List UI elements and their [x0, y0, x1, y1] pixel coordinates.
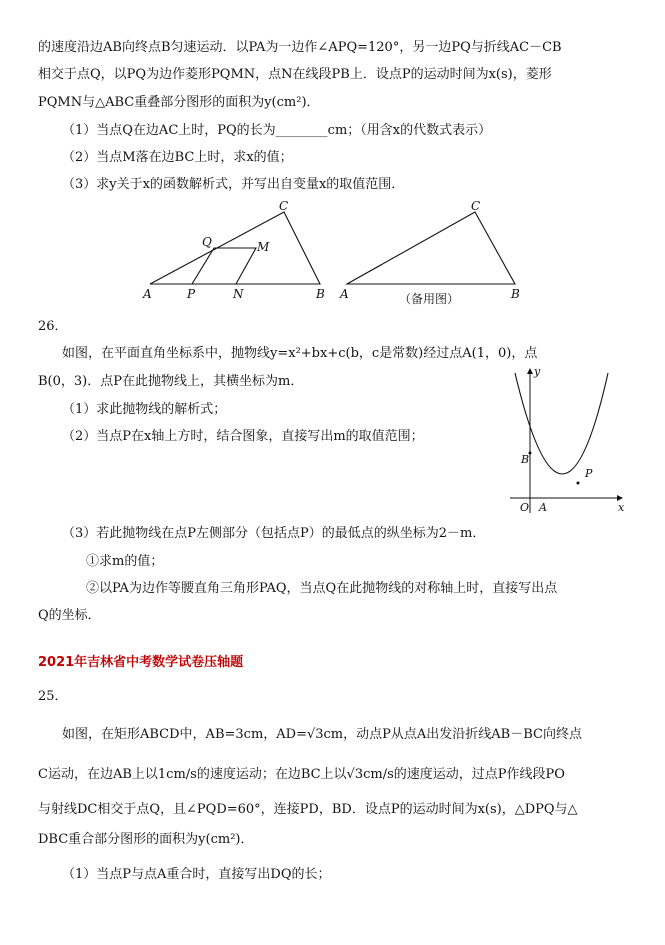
q25a-line-2: 相交于点Q，以PQ为边作菱形PQMN，点N在线段PB上．设点P的运动时间为x(s)，菱形: [38, 67, 552, 82]
point-p: [577, 482, 580, 485]
spare-label-a: A: [340, 287, 349, 301]
spare-label-c: C: [471, 199, 481, 213]
q26-intro-1: 如图，在平面直角坐标系中，抛物线y=x²+bx+c(b，c是常数)经过点A(1，0)，点: [62, 346, 538, 361]
q26-sub2: （2）当点P在x轴上方时，结合图象，直接写出m的取值范围；: [62, 429, 424, 444]
q26-sub3a: ①求m的值；: [86, 554, 164, 569]
q25b-line-1: 如图，在矩形ABCD中，AB=3cm，AD=√3cm，动点P从点A出发沿折线AB－BC向终点: [62, 727, 582, 742]
q26-number: 26．: [38, 319, 68, 334]
spare-caption: （备用图）: [399, 292, 460, 306]
point-b-label: B: [521, 453, 530, 466]
q25a-line-1: 的速度沿边AB向终点B匀速运动．以PA为一边作∠APQ=120°，另一边PQ与折线AC－CB: [38, 40, 562, 55]
rhombus-pqmn: [192, 248, 256, 284]
q25a-sub2: （2）当点M落在边BC上时，求x的值；: [62, 150, 293, 165]
origin-label: O: [520, 501, 530, 514]
spare-triangle-abc: [347, 212, 515, 284]
q26-sub3b: ②以PA为边作等腰直角三角形PAQ，当点Q在此抛物线的对称轴上时，直接写出点: [86, 581, 558, 596]
label-c: C: [279, 199, 289, 213]
point-a-label: A: [539, 501, 547, 514]
section-title: 2021年吉林省中考数学试卷压轴题: [38, 655, 244, 670]
axis-y-label: y: [534, 365, 541, 378]
q25a-line-3: PQMN与△ABC重叠部分图形的面积为y(cm²)．: [38, 95, 320, 110]
q26-sub1: （1）求此抛物线的解析式；: [62, 402, 227, 417]
q25b-line-3: 与射线DC相交于点Q，且∠PQD=60°，连接PD，BD．设点P的运动时间为x(s)，△DPQ与△: [38, 802, 578, 817]
q25b-line-4: DBC重合部分图形的面积为y(cm²)．: [38, 832, 254, 847]
axis-x-label: x: [618, 501, 625, 514]
q25b-line-2: C运动，在边AB上以1cm/s的速度运动；在边BC上以√3cm/s的速度运动，过点P作线段PO: [38, 767, 565, 782]
q25b-sub1: （1）当点P与点A重合时，直接写出DQ的长；: [62, 867, 331, 882]
q25a-sub3: （3）求y关于x的函数解析式，并写出自变量x的取值范围．: [62, 177, 405, 192]
label-n: N: [233, 287, 244, 301]
q26-sub3: （3）若此抛物线在点P左侧部分（包括点P）的最低点的纵坐标为2－m．: [62, 526, 486, 541]
label-b: B: [316, 287, 325, 301]
label-m: M: [257, 240, 270, 254]
figure-spare-triangle: [335, 200, 535, 310]
parabola-graph: [500, 365, 640, 515]
point-p-label: P: [585, 467, 593, 480]
q25b-number: 25．: [38, 689, 68, 704]
spare-label-b: B: [511, 287, 520, 301]
q26-sub3b-cont: Q的坐标．: [38, 608, 101, 623]
label-q: Q: [202, 235, 212, 249]
q26-intro-2: B(0，3)．点P在此抛物线上，其横坐标为m．: [38, 374, 304, 389]
q25a-sub1: （1）当点Q在边AC上时，PQ的长为________cm；（用含x的代数式表示）: [62, 123, 492, 138]
label-a: A: [143, 287, 152, 301]
figure-triangle-rhombus: [140, 200, 340, 300]
label-p: P: [187, 287, 196, 301]
